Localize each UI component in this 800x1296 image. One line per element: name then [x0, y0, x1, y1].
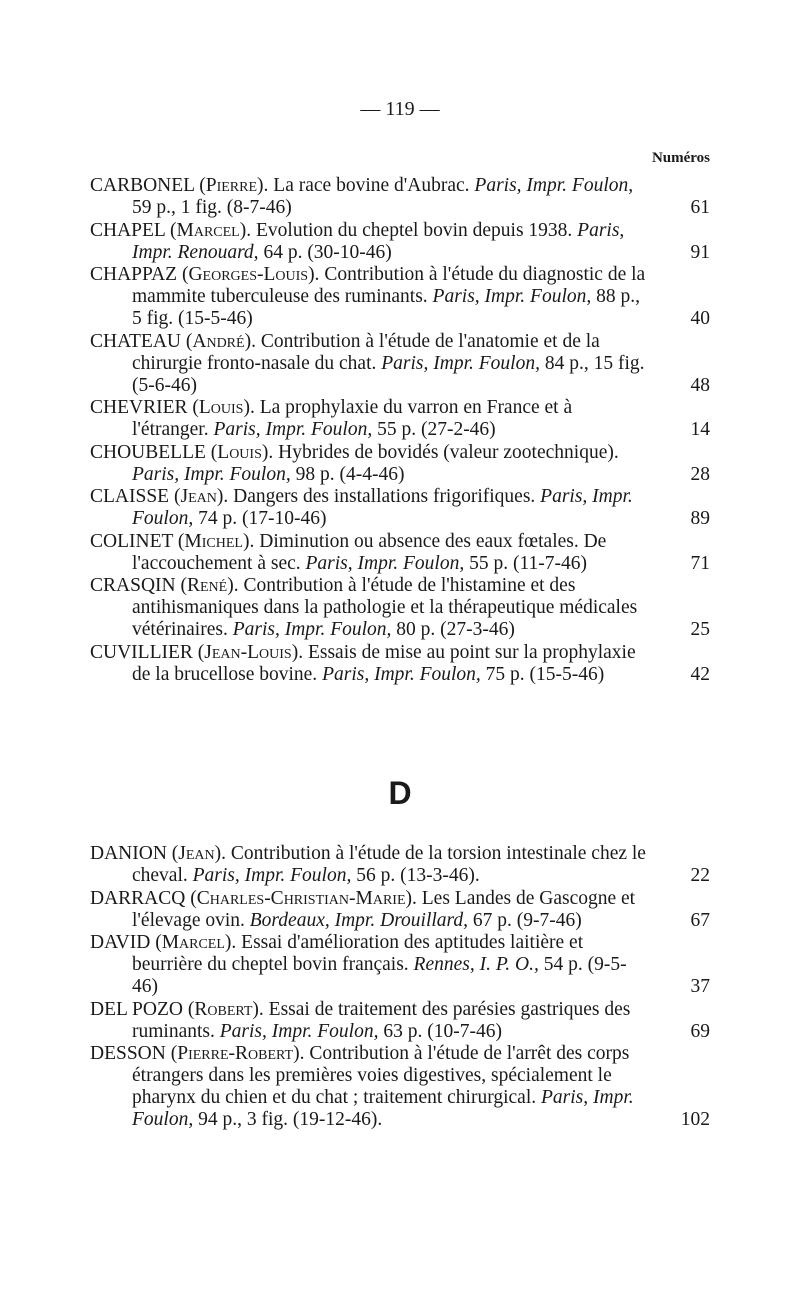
entry-title: Evolution du cheptel bovin depuis 1938.: [255, 219, 573, 241]
author-surname: CHATEAU: [90, 330, 181, 352]
author-given-name: Marcel: [161, 932, 225, 953]
entry-number: 69: [690, 1020, 710, 1042]
author-given-name: Marcel: [176, 219, 240, 241]
author-given-name: Charles-Christian-Marie: [196, 887, 406, 909]
bibliography-entry: DARRACQ (Charles-Christian-Marie). Les Landes de Gascogne et l'élevage ovin. Bordeaux, Impr. Drouillard, 67 p. (9-7-46) 67: [90, 887, 710, 931]
entry-description: 84 p., 15 fig. (5-6-46): [132, 352, 645, 396]
entry-number: 102: [680, 1109, 710, 1130]
author-surname: CHEVRIER: [90, 397, 188, 418]
entry-description: 67 p. (9-7-46): [472, 909, 582, 931]
entry-description: 54 p. (9-5-46): [132, 954, 627, 997]
entry-publisher: Paris, Impr. Foulon,: [322, 663, 481, 685]
entry-title: Diminution ou absence des eaux fœtales. De l'accouchement à sec.: [132, 530, 607, 574]
entry-number: 25: [690, 619, 710, 640]
author-given-name: Michel: [184, 530, 243, 552]
author-surname: CHAPEL: [90, 219, 166, 241]
author-surname: COLINET: [90, 530, 174, 552]
entry-publisher: Paris, Impr. Foulon,: [381, 352, 540, 374]
bibliography-entry: DEL POZO (Robert). Essai de traitement des parésies gastriques des ruminants. Paris, Impr. Foulon, 63 p. (10-7-46) 69: [90, 998, 710, 1042]
entry-number: 71: [690, 552, 710, 574]
author-surname: DAVID: [90, 932, 151, 953]
author-surname: CUVILLIER: [90, 641, 193, 663]
entry-description: 88 p., 5 fig. (15-5-46): [132, 286, 641, 329]
entry-description: 55 p. (27-2-46): [377, 419, 496, 440]
section-letter-d: D: [388, 775, 412, 811]
entries-c: [90, 175, 710, 686]
entry-publisher: Paris, Impr. Foulon,: [305, 552, 465, 574]
entry-title: Hybrides de bovidés (valeur zootechnique).: [278, 441, 619, 463]
bibliography-entry: DESSON (Pierre-Robert). Contribution à l'étude de l'arrêt des corps étrangers dans les premières voies digestives, spécialement le pharynx du chien et du chat ; traitement chirurgical. Paris, Impr. Foulon, 94 p., 3 fig. (19-12-46). 102: [90, 1043, 710, 1130]
entry-number: 37: [690, 976, 710, 997]
entry-number: 67: [690, 909, 710, 931]
entry-number: 91: [690, 241, 710, 263]
bibliography-entry: COLINET (Michel). Diminution ou absence des eaux fœtales. De l'accouchement à sec. Paris, Impr. Foulon, 55 p. (11-7-46) 71: [90, 530, 710, 574]
bibliography-entry: CHATEAU (André). Contribution à l'étude de l'anatomie et de la chirurgie fronto-nasale du chat. Paris, Impr. Foulon, 84 p., 15 fig. (5-6-46) 48: [90, 330, 710, 396]
entry-publisher: Paris, Impr. Foulon,: [213, 419, 373, 440]
page-number: — 119 —: [360, 98, 440, 120]
entry-publisher: Paris, Impr. Renouard,: [132, 219, 625, 263]
entry-description: 75 p. (15-5-46): [485, 663, 605, 685]
entry-number: 40: [690, 308, 710, 329]
entry-description: 98 p. (4-4-46): [295, 463, 405, 485]
author-given-name: Georges-Louis: [188, 264, 309, 285]
entry-title: Contribution à l'étude de l'arrêt des corps étrangers dans les premières voies digestives, spécialement le pharynx du chien et du chat ; traitement chirurgical.: [132, 1043, 630, 1108]
entry-number: 61: [690, 197, 710, 218]
author-given-name: André: [192, 330, 245, 352]
entry-publisher: Paris, Impr. Foulon,: [219, 1020, 379, 1042]
author-surname: CLAISSE: [90, 486, 170, 507]
author-given-name: Louis: [217, 441, 262, 463]
bibliography-entry: CRASQIN (René). Contribution à l'étude de l'histamine et des antihismaniques dans la pathologie et la thérapeutique médicales vétérinaires. Paris, Impr. Foulon, 80 p. (27-3-46) 25: [90, 575, 710, 640]
author-surname: CHOUBELLE: [90, 441, 206, 463]
entry-publisher: Paris, Impr. Foulon,: [132, 463, 291, 485]
entry-title: La race bovine d'Aubrac.: [273, 175, 470, 196]
entry-title: Essai d'amélioration des aptitudes laitière et beurrière du cheptel bovin français.: [132, 932, 584, 975]
entry-number: 48: [690, 374, 710, 396]
entry-title: Contribution à l'étude de l'histamine et des antihismaniques dans la pathologie et la thérapeutique médicales vétérinaires.: [132, 575, 638, 640]
entry-description: 74 p. (17-10-46): [198, 508, 327, 529]
entry-description: 94 p., 3 fig. (19-12-46).: [198, 1109, 383, 1130]
author-given-name: Pierre-Robert: [177, 1043, 294, 1064]
entry-title: Dangers des installations frigorifiques.: [233, 486, 536, 507]
entry-publisher: Rennes, I. P. O.,: [413, 954, 539, 975]
entry-publisher: Paris, Impr. Foulon,: [132, 486, 633, 529]
entry-description: 80 p. (27-3-46): [396, 619, 515, 640]
entry-description: 56 p. (13-3-46).: [356, 865, 480, 886]
author-given-name: Jean: [180, 486, 217, 507]
entry-publisher: Paris, Impr. Foulon,: [132, 1087, 634, 1130]
bibliography-entry: CLAISSE (Jean). Dangers des installations frigorifiques. Paris, Impr. Foulon, 74 p. (17-10-46) 89: [90, 486, 710, 529]
author-given-name: René: [186, 575, 228, 596]
entry-publisher: Paris, Impr. Foulon,: [432, 286, 592, 307]
bibliography-entry: DANION (Jean). Contribution à l'étude de la torsion intestinale chez le cheval. Paris, Impr. Foulon, 56 p. (13-3-46). 22: [90, 843, 710, 886]
entry-title: Essais de mise au point sur la prophylaxie de la brucellose bovine.: [132, 641, 636, 685]
entry-description: 59 p., 1 fig. (8-7-46): [132, 197, 292, 218]
entry-number: 22: [690, 865, 710, 886]
bibliography-entry: CHEVRIER (Louis). La prophylaxie du varron en France et à l'étranger. Paris, Impr. Foulon, 55 p. (27-2-46) 14: [90, 397, 710, 440]
entries-d: [90, 843, 710, 1132]
bibliography-entry: CUVILLIER (Jean-Louis). Essais de mise au point sur la prophylaxie de la brucellose bovine. Paris, Impr. Foulon, 75 p. (15-5-46) 42: [90, 641, 710, 685]
bibliography-entry: CHAPPAZ (Georges-Louis). Contribution à l'étude du diagnostic de la mammite tuberculeuse des ruminants. Paris, Impr. Foulon, 88 p., 5 fig. (15-5-46) 40: [90, 264, 710, 329]
entry-publisher: Paris, Impr. Foulon,: [232, 619, 392, 640]
entry-description: 64 p. (30-10-46): [263, 241, 392, 263]
entry-title: Contribution à l'étude de l'anatomie et de la chirurgie fronto-nasale du chat.: [132, 330, 600, 374]
author-given-name: Jean: [178, 843, 215, 864]
author-surname: DESSON: [90, 1043, 166, 1064]
entry-title: Contribution à l'étude de la torsion intestinale chez le cheval.: [132, 843, 646, 886]
entry-title: Les Landes de Gascogne et l'élevage ovin.: [132, 887, 636, 931]
author-given-name: Pierre: [205, 175, 258, 196]
author-given-name: Jean-Louis: [204, 641, 292, 663]
entry-publisher: Bordeaux, Impr. Drouillard,: [249, 909, 469, 931]
entry-description: 55 p. (11-7-46): [469, 552, 587, 574]
entry-title: La prophylaxie du varron en France et à l'étranger.: [132, 397, 573, 440]
author-surname: CRASQIN: [90, 575, 176, 596]
author-surname: DARRACQ: [90, 887, 186, 909]
bibliography-entry: DAVID (Marcel). Essai d'amélioration des aptitudes laitière et beurrière du cheptel bovin français. Rennes, I. P. O., 54 p. (9-5-46) 37: [90, 932, 710, 997]
entry-number: 89: [690, 508, 710, 529]
entry-publisher: Paris, Impr. Foulon,: [192, 865, 352, 886]
author-surname: DEL POZO: [90, 998, 183, 1020]
entry-description: 63 p. (10-7-46): [383, 1020, 502, 1042]
author-surname: DANION: [90, 843, 167, 864]
author-surname: CHAPPAZ: [90, 264, 178, 285]
author-surname: CARBONEL: [90, 175, 195, 196]
bibliography-entry: CHAPEL (Marcel). Evolution du cheptel bovin depuis 1938. Paris, Impr. Renouard, 64 p. (30-10-46) 91: [90, 219, 710, 263]
entry-publisher: Paris, Impr. Foulon,: [474, 175, 634, 196]
author-given-name: Robert: [194, 998, 253, 1020]
bibliography-entry: CARBONEL (Pierre). La race bovine d'Aubrac. Paris, Impr. Foulon, 59 p., 1 fig. (8-7-46) 61: [90, 175, 710, 218]
entry-number: 14: [690, 419, 710, 440]
entry-number: 42: [690, 663, 710, 685]
entry-title: Contribution à l'étude du diagnostic de la mammite tuberculeuse des ruminants.: [132, 264, 646, 307]
author-given-name: Louis: [198, 397, 244, 418]
numeros-header: Numéros: [651, 150, 710, 166]
bibliography-entry: CHOUBELLE (Louis). Hybrides de bovidés (valeur zootechnique). Paris, Impr. Foulon, 98 p. (4-4-46) 28: [90, 441, 710, 485]
entry-number: 28: [690, 463, 710, 485]
entry-title: Essai de traitement des parésies gastriques des ruminants.: [132, 998, 631, 1042]
